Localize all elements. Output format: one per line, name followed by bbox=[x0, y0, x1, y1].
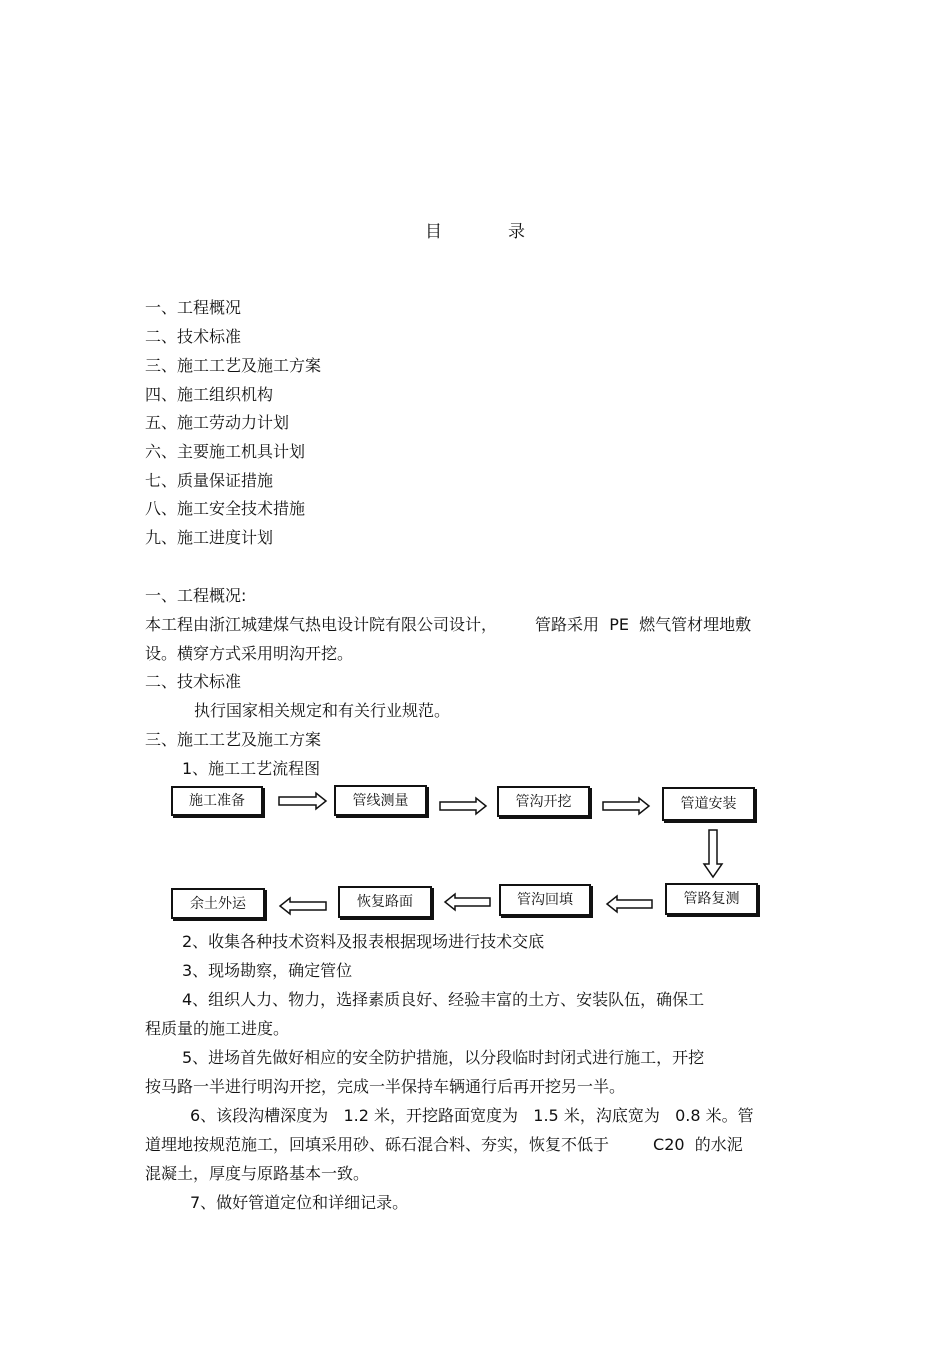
flow-step-prep: 施工准备 bbox=[171, 786, 263, 816]
down-arrow-icon bbox=[704, 830, 722, 877]
text-run: 米。管 bbox=[705, 1106, 754, 1125]
flow-step-trench-dig: 管沟开挖 bbox=[497, 786, 590, 817]
toc-item: 三、施工工艺及施工方案 bbox=[145, 356, 322, 375]
flow-step-backfill: 管沟回填 bbox=[499, 884, 591, 916]
toc-item: 五、施工劳动力计划 bbox=[145, 413, 290, 432]
list-item-continuation bbox=[145, 1135, 743, 1155]
left-arrow-icon bbox=[445, 894, 490, 910]
page-title bbox=[0, 217, 950, 242]
paragraph-line bbox=[145, 615, 751, 635]
text-run: 管路采用 bbox=[535, 615, 600, 634]
list-item bbox=[190, 1106, 754, 1126]
text-run: 燃气管材埋地敷 bbox=[639, 615, 752, 634]
paragraph-line: 设。横穿方式采用明沟开挖。 bbox=[145, 644, 354, 663]
left-arrow-icon bbox=[280, 898, 326, 914]
toc-item: 四、施工组织机构 bbox=[145, 385, 274, 404]
list-item: 5、进场首先做好相应的安全防护措施，以分段临时封闭式进行施工，开挖 bbox=[182, 1048, 705, 1067]
title-char-1: 目 bbox=[425, 222, 442, 242]
flow-step-recheck: 管路复测 bbox=[665, 883, 758, 915]
section-heading: 二、技术标准 bbox=[145, 672, 242, 691]
list-item-continuation: 混凝土，厚度与原路基本一致。 bbox=[145, 1164, 370, 1183]
text-run: PE bbox=[609, 615, 629, 634]
section-heading: 一、工程概况: bbox=[145, 586, 247, 605]
text-run: C20 bbox=[653, 1135, 685, 1154]
text-run: 米，沟底宽为 bbox=[563, 1106, 660, 1125]
flow-step-pipe-install: 管道安装 bbox=[662, 787, 755, 821]
text-run: 的水泥 bbox=[694, 1135, 743, 1154]
right-arrow-icon bbox=[603, 798, 649, 814]
text-run: 本工程由浙江城建煤气热电设计院有限公司设计， bbox=[145, 615, 498, 634]
text-run: 0.8 bbox=[675, 1106, 701, 1125]
toc-item: 八、施工安全技术措施 bbox=[145, 499, 306, 518]
flow-step-road-restore: 恢复路面 bbox=[338, 886, 432, 918]
left-arrow-icon bbox=[607, 896, 652, 912]
right-arrow-icon bbox=[279, 793, 326, 809]
toc-item: 七、质量保证措施 bbox=[145, 471, 274, 490]
title-char-2: 录 bbox=[508, 222, 525, 242]
toc-item: 六、主要施工机具计划 bbox=[145, 442, 306, 461]
text-run: 1.5 bbox=[533, 1106, 559, 1125]
paragraph-line: 执行国家相关规定和有关行业规范。 bbox=[194, 701, 451, 720]
flow-step-soil-removal: 余土外运 bbox=[171, 888, 265, 919]
list-item-continuation: 按马路一半进行明沟开挖，完成一半保持车辆通行后再开挖另一半。 bbox=[145, 1077, 626, 1096]
list-item: 1、施工工艺流程图 bbox=[182, 759, 321, 778]
section-heading: 三、施工工艺及施工方案 bbox=[145, 730, 322, 749]
text-run: 6、该段沟槽深度为 bbox=[190, 1106, 329, 1125]
flow-step-survey: 管线测量 bbox=[334, 785, 427, 816]
list-item: 3、现场勘察，确定管位 bbox=[182, 961, 353, 980]
list-item: 2、收集各种技术资料及报表根据现场进行技术交底 bbox=[182, 932, 545, 951]
list-item: 7、做好管道定位和详细记录。 bbox=[190, 1193, 409, 1212]
text-run: 米，开挖路面宽度为 bbox=[374, 1106, 519, 1125]
text-run: 1.2 bbox=[343, 1106, 369, 1125]
toc-item: 一、工程概况 bbox=[145, 298, 242, 317]
right-arrow-icon bbox=[440, 798, 486, 814]
text-run: 道埋地按规范施工，回填采用砂、砾石混合料、夯实，恢复不低于 bbox=[145, 1135, 610, 1154]
list-item-continuation: 程质量的施工进度。 bbox=[145, 1019, 290, 1038]
toc-item: 二、技术标准 bbox=[145, 327, 242, 346]
list-item: 4、组织人力、物力，选择素质良好、经验丰富的土方、安装队伍，确保工 bbox=[182, 990, 705, 1009]
toc-item: 九、施工进度计划 bbox=[145, 528, 274, 547]
